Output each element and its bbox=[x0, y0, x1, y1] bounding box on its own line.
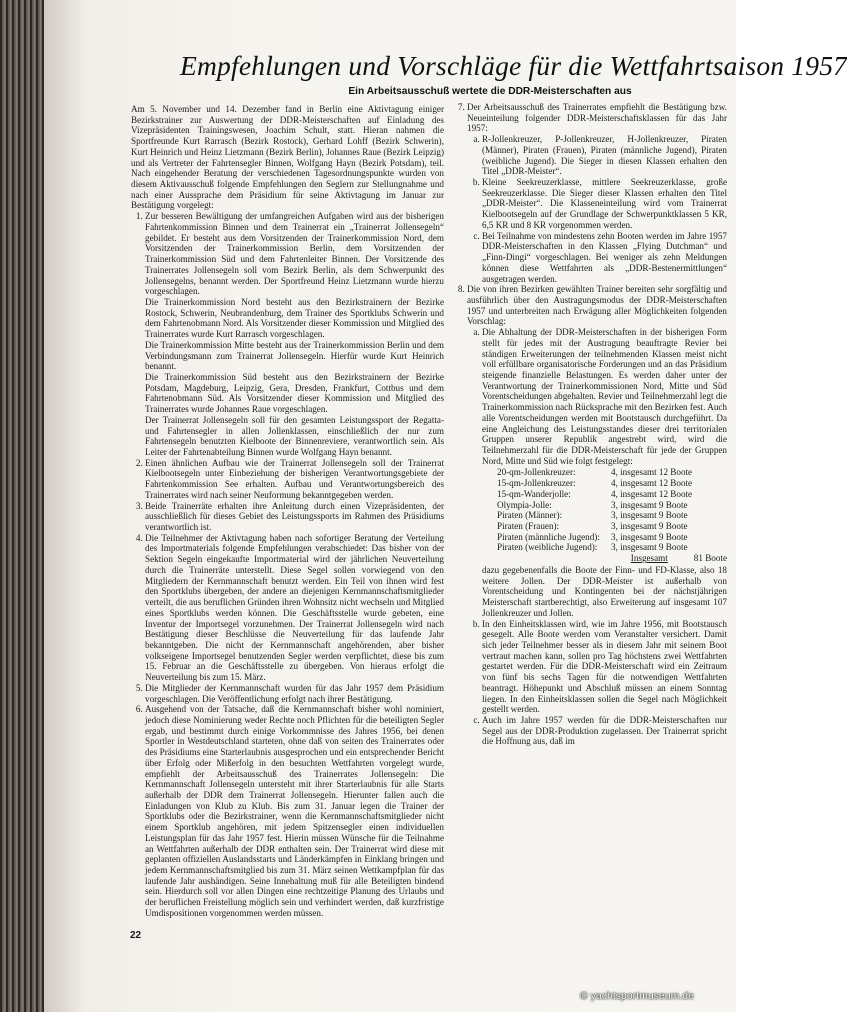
point-6 bbox=[145, 704, 444, 918]
table-class: Piraten (Männer): bbox=[497, 510, 563, 521]
page-number: 22 bbox=[130, 930, 142, 941]
point-1-para-1: 1. Zur besseren Bewältigung der umfangreichen Aufgaben wird aus der bisherigen Fahrtenkommission Binnen und dem Trainerrat ein „Trainerrat Jollensegeln“ gebildet. Er besteht aus dem Vorsitzenden der Trainerkommission Nord, dem Vorsitzenden der Trainerkommission Berlin, dem Vorsitzenden der Trainerkommission Süd und dem Fahrtenleiter Binnen. Der Vorsitzende des Trainerrates Jollensegeln soll vom Bezirk Berlin, als dem Schwerpunkt des Jollensegelns, benannt werden. Der Sportfreund Heinz Lietzmann wurde hierzu vorgeschlagen. bbox=[145, 211, 444, 297]
table-total-label: Insgesamt bbox=[630, 553, 668, 564]
table-row bbox=[497, 467, 727, 478]
table-count: 3, insgesamt 9 Boote bbox=[611, 510, 688, 521]
recommendation-list-right bbox=[453, 102, 727, 747]
table-count: 4, insgesamt 12 Boote bbox=[611, 467, 693, 478]
table-row bbox=[497, 500, 727, 511]
table-count: 4, insgesamt 12 Boote bbox=[611, 478, 693, 489]
point-7-subitems bbox=[467, 134, 727, 284]
point-1-para-5: Der Trainerrat Jollensegeln soll für den gesamten Leistungssport der Regatta- und Fahrtensegler in allen Jollenklassen, einschließlich der nur zum Fahrtensegeln benutzten Kielboote der Binnenreviere, verantwortlich sein. Als Leiter der Fahrtenabteilung Binnen wurde Wolfgang Hayn benannt. bbox=[145, 414, 444, 457]
table-total-row bbox=[497, 553, 727, 564]
recommendation-list-left bbox=[131, 211, 444, 918]
point-7 bbox=[467, 102, 727, 284]
point-8-a-text: Die Abhaltung der DDR-Meisterschaften in der bisherigen Form stellt für jedes mit der Austragung beauftragte Revier bei ständigen Erweiterungen der teilnehmenden Klassen meist nicht voll erfüllbare organisatorische Forderungen und an das Präsidium steigende finanzielle Belastungen. Es werden daher unter der Verantwortung der Trainerkommissionen Nord, Mitte und Süd Vorentscheidungen abgehalten. Revier und Teilnehmerzahl legt die Trainerkommission nach Rücksprache mit den Bezirken fest. Auch alle Vorentscheidungen werden mit Bootstausch durchgeführt. Da eine Angleichung des Leistungsstandes dieser drei territorialen Gruppen unserer Republik angestrebt wird, wird die Teilnehmerzahl für die DDR-Meisterschaft für jede der Gruppen Nord, Mitte und Süd wie folgt festgelegt: bbox=[482, 327, 727, 466]
table-class: Piraten (Frauen): bbox=[497, 521, 560, 532]
point-1-para-2: Die Trainerkommission Nord besteht aus den Bezirkstrainern der Bezirke Rostock, Schwerin, Neubrandenburg, dem Trainer des Sportklubs Schwerin und dem Fahrtenobmann Nord. Als Vorsitzender dieser Kommission und Mitglied des Trainerrates wurde Kurt Rarrasch vorgeschlagen. bbox=[145, 296, 444, 340]
table-class: Olympia-Jolle: bbox=[497, 499, 552, 510]
text-column-right bbox=[453, 102, 727, 747]
point-1-para-4: Die Trainerkommission Süd besteht aus den Bezirkstrainern der Bezirke Potsdam, Magdeburg, Leipzig, Gera, Dresden, Frankfurt, Cottbus und dem Fahrtenobmann Süd. Als Vorsitzender dieser Kommission und Mitglied des Trainerrates wurde Johannes Raue vorgeschlagen. bbox=[145, 371, 444, 415]
point-5 bbox=[145, 683, 444, 704]
point-4-para: 4. Die Teilnehmer der Aktivtagung haben nach sofortiger Beratung der Verteilung des Importmaterials folgende Empfehlungen verabschiedet: Das bisher von der Sektion Segeln eingekaufte Importmaterial wird der jährlichen Neuverteilung durch die Trainerräte unterstellt. Diese Segel sollen vorwiegend von den Mitgliedern der Kernmannschaft benutzt werden. Ein Teil von ihnen wird fest den Sportklubs übergeben, der andere an diejenigen Kernmannschaftsmitglieder verteilt, die aus beruflichen Gründen ihren Wohnsitz nicht wechseln und Mitglied eines Sportklubs werden können. Die Geschäftsstelle wurde gebeten, eine Inventur der Importsegel vorzunehmen. Der Trainerrat Jollensegeln wird nach Bestätigung dieser Beschlüsse die Neuverteilung für das laufende Jahr bekanntgeben. Die nicht der Kernmannschaft angehörenden, aber bisher volkseigene Importsegel benutzenden Segler werden verpflichtet, diese bis zum 15. Februar an die Geschäftsstelle zu übergeben. Von hieraus erfolgt die Neuverteilung bis zum 15. März. bbox=[145, 532, 444, 683]
table-row bbox=[497, 489, 727, 500]
point-1 bbox=[145, 211, 444, 458]
table-class: 15-qm-Wanderjolle: bbox=[497, 488, 571, 499]
point-8 bbox=[467, 284, 727, 747]
point-7-b: b. Kleine Seekreuzerklasse, mittlere Seekreuzerklasse, große Seekreuzerklasse. Die Sieger dieser Klassen erhalten den Titel „DDR-Meister“. Die Klasseneinteilung wird vom Trainerrat Kielbootsegeln auf der Grundlage der Schwerpunktklassen 5 KR, 6,5 KR und 8 KR vorgenommen werden. bbox=[482, 177, 727, 231]
participation-table bbox=[497, 467, 727, 563]
point-1-para-3: Die Trainerkommission Mitte besteht aus der Trainerkommission Berlin und dem Verbindungsmann zum Trainerrat Jollensegeln. Hierfür wurde Kurt Heinrich benannt. bbox=[145, 339, 444, 372]
table-count: 3, insgesamt 9 Boote bbox=[611, 521, 688, 532]
table-count: 3, insgesamt 9 Boote bbox=[611, 499, 688, 510]
table-row bbox=[497, 521, 727, 532]
point-3-para: 3. Beide Trainerräte erhalten ihre Anleitung durch einen Vizepräsidenten, der ausschließlich für dieses Gebiet des Leistungssports im Rahmen des Präsidiums verantwortlich ist. bbox=[145, 500, 444, 533]
table-class: 15-qm-Jollenkreuzer: bbox=[497, 478, 576, 489]
point-8-para: 8. Die von ihren Bezirken gewählten Trainer bereiten sehr sorgfältig und ausführlich über den Austragungsmodus der DDR-Meisterschaften 1957 und unterbreiten nach Erwägung aller Möglichkeiten folgenden Vorschlag: bbox=[467, 284, 727, 327]
point-8-b: b. In den Einheitsklassen wird, wie im Jahre 1956, mit Bootstausch gesegelt. Alle Boote werden vom Veranstalter versichert. Damit sich jeder Teilnehmer besser als in diesem Jahr mit seinem Boot vertraut machen kann, sollen pro Tag höchstens zwei Wettfahrten gestartet werden. Für die DDR-Meisterschaft wird ein Zeitraum von fünf bis sechs Tagen für die notwendigen Wettfahrten beantragt. Höhepunkt und Abschluß müssen an einem Sonntag liegen. In den Einheitsklassen sollen die Segel nach Möglichkeit gestellt werden. bbox=[482, 619, 727, 715]
table-row bbox=[497, 510, 727, 521]
watermark: © yachtsportmuseum.de bbox=[580, 990, 694, 1002]
book-binding-edge bbox=[0, 0, 44, 1012]
point-4 bbox=[145, 533, 444, 683]
point-8-a bbox=[482, 327, 727, 618]
table-count: 4, insgesamt 12 Boote bbox=[611, 488, 693, 499]
point-8-subitems bbox=[467, 327, 727, 747]
point-7-para: 7. Der Arbeitsausschuß des Trainerrates empfiehlt die Bestätigung bzw. Neueinteilung folgender DDR-Meisterschaftsklassen für das Jahr 1957: bbox=[467, 102, 727, 134]
table-row bbox=[497, 532, 727, 543]
table-total-value: 81 Boote bbox=[693, 553, 727, 564]
point-2-para: 2. Einen ähnlichen Aufbau wie der Trainerrat Jollensegeln soll der Trainerrat Kielbootsegeln unter Einbeziehung der bisherigen Verantwortungsgebiete der Fahrtenkommission See erhalten. Aufbau und Verantwortungsbereich des Trainerrates wird nach seiner Neuformung bekanntgegeben werden. bbox=[145, 457, 444, 500]
table-row bbox=[497, 478, 727, 489]
table-row bbox=[497, 542, 727, 553]
point-8-c: c. Auch im Jahre 1957 werden für die DDR-Meisterschaften nur Segel aus der DDR-Produktion zugelassen. Der Trainerrat spricht die Hoffnung aus, daß im bbox=[482, 715, 727, 747]
table-count: 3, insgesamt 9 Boote bbox=[611, 542, 688, 553]
point-3 bbox=[145, 501, 444, 533]
table-class: Piraten (männliche Jugend): bbox=[497, 531, 600, 542]
point-7-a: a. R-Jollenkreuzer, P-Jollenkreuzer, H-Jollenkreuzer, Piraten (Männer), Piraten (Frauen), Piraten (männliche Jugend), Piraten (weibliche Jugend). Die Sieger in diesen Klassen erhalten den Titel „DDR-Meister“. bbox=[482, 134, 727, 177]
article-title: Empfehlungen und Vorschläge für die Wettfahrtsaison 1957 bbox=[180, 50, 847, 81]
article-subtitle: Ein Arbeitsausschuß wertete die DDR-Meisterschaften aus bbox=[348, 86, 632, 97]
point-8-a-after: dazu gegebenenfalls die Boote der Finn- und FD-Klasse, also 18 weitere Jollen. Der DDR-Meister ist außerhalb von Vorentscheidung und Kontingenten bei der nächstjährigen Meisterschaft startberechtigt, also Erweiterung auf insgesamt 107 Jollenkreuzer und Jollen. bbox=[482, 564, 727, 618]
table-class: Piraten (weibliche Jugend): bbox=[497, 542, 598, 553]
intro-paragraph: Am 5. November und 14. Dezember fand in Berlin eine Aktivtagung einiger Bezirkstrainer zur Auswertung der DDR-Meisterschaften auf Einladung des Vizepräsidenten Trainingswesen, Joachim Schult, statt. Hieran nahmen die Sportfreunde Kurt Rarrasch (Bezirk Rostock), Gerhard Lohff (Bezirk Schwerin), Kurt Heinrich und Heinz Lietzmann (Bezirk Berlin), Johannes Raue (Bezirk Leipzig) und als Vertreter der Fahrtensegler Binnen, Wolfgang Hayn (Bezirk Potsdam), teil. Nach eingehender Beratung der verschiedenen Tagesordnungspunkte wurden von diesem Aktivausschuß folgende Empfehlungen den Seglern zur Stellungnahme und nach einer Aussprache dem Präsidium für seine Aktivtagung im Januar zur Bestätigung vorgelegt: bbox=[131, 104, 444, 211]
text-column-left bbox=[131, 104, 444, 919]
point-5-para: 5. Die Mitglieder der Kernmannschaft wurden für das Jahr 1957 dem Präsidium vorgeschlagen. Die Veröffentlichung erfolgt nach ihrer Bestätigung. bbox=[145, 682, 444, 704]
table-class: 20-qm-Jollenkreuzer: bbox=[497, 467, 576, 478]
point-2 bbox=[145, 458, 444, 501]
table-count: 3, insgesamt 9 Boote bbox=[611, 531, 688, 542]
point-6-para: 6. Ausgehend von der Tatsache, daß die Kernmannschaft bisher wohl nominiert, jedoch diese Nominierung weder Rechte noch Pflichten für die beteiligten Segler ergab, und bestimmt durch einige Vorkommnisse des Jahres 1956, bei denen Sportler in Westdeutschland starteten, ohne daß von seiten des Trainerrates oder des Präsidiums eine Starterlaubnis ausgesprochen und ein entsprechender Bericht über Erfolg oder Mißerfolg in den besuchten Wettfahrten vorgelegt wurde, empfiehlt der Arbeitsausschuß des Trainerrates Jollensegeln: Die Kernmannschaft Jollensegeln untersteht mit ihrer Starterlaubnis für alle Starts außerhalb der DDR dem Trainerrat Jollensegeln. Hierunter fallen auch die Einladungen von Klub zu Klub. Bis zum 31. Januar legen die Trainer der Sportklubs oder die Bezirkstrainer, wenn die Kernmannschaftsmitglieder nicht einem Sportklub angehören, mit jedem Spitzensegler einen individuellen Leistungsplan für das Jahr 1957 fest. Hierin müssen Wünsche für die Teilnahme an Wettfahrten außerhalb der DDR enthalten sein. Der Trainerrat wird diese mit geplanten offiziellen Auslandsstarts und Länderkämpfen in Einklang bringen und jedem Kernmannschaftsmitglied bis zum 31. März seinen Wettkampfplan für das laufende Jahr aushändigen. Seine Innehaltung muß für alle Beteiligten bindend sein. Hierdurch soll vor allen Dingen eine rechtzeitige Planung des Urlaubs und der beruflichen Freistellung möglich sein und verhindert werden, daß kurzfristige Umdispositionen vorgenommen werden müssen. bbox=[145, 704, 444, 918]
point-7-c: c. Bei Teilnahme von mindestens zehn Booten werden im Jahre 1957 DDR-Meisterschaften in den Klassen „Flying Dutchman“ und „Finn-Dingi“ vorgeschlagen. Bei weniger als zehn Meldungen können diese Wettfahrten als „DDR-Bestenermittlungen“ ausgetragen werden. bbox=[482, 231, 727, 285]
